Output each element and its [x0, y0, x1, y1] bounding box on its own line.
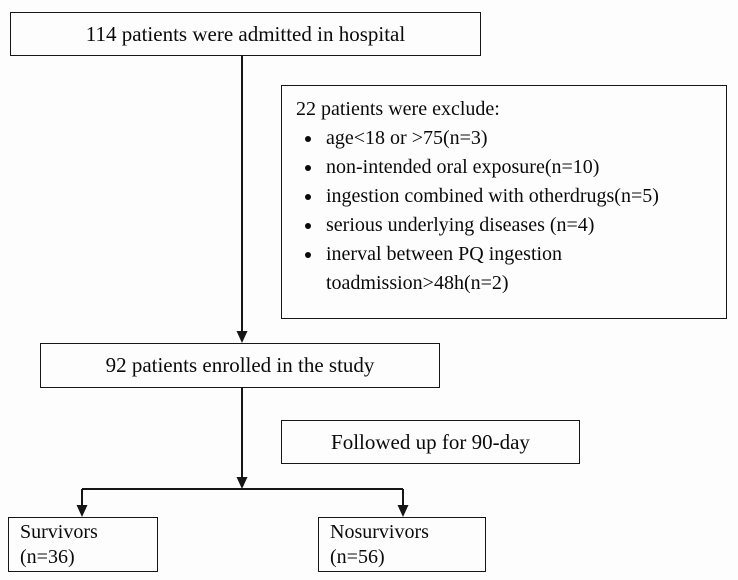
excluded-box: [281, 85, 727, 319]
arrowhead-icon: [77, 505, 88, 517]
survivors-box: [8, 517, 158, 572]
excluded-item: • inerval between PQ ingestion toadmission>48h(n=2): [323, 240, 714, 298]
excluded-title: 22 patients were exclude:: [296, 98, 500, 120]
arrowhead-icon: [398, 505, 409, 517]
excluded-list: [296, 124, 714, 298]
arrowhead-icon: [237, 477, 248, 489]
nonsurvivors-label: Nosurvivors: [330, 521, 429, 543]
admitted-label: 114 patients were admitted in hospital: [85, 21, 406, 46]
enrolled-label: 92 patients enrolled in the study: [105, 353, 375, 377]
arrow-admitted-to-enrolled: [237, 56, 248, 343]
nonsurvivors-box: [318, 517, 486, 572]
enrolled-box: [40, 343, 440, 388]
arrow-branch-to-survivors: [77, 489, 88, 517]
survivors-count: (n=36): [20, 546, 75, 568]
followup-box: [281, 420, 580, 464]
excluded-item: • non-intended oral exposure(n=10): [323, 153, 714, 182]
admitted-box: [10, 12, 481, 56]
excluded-item: • age<18 or >75(n=3): [323, 124, 714, 153]
followup-label: Followed up for 90-day: [331, 429, 530, 454]
survivors-label: Survivors: [20, 521, 98, 543]
excluded-item: • serious underlying diseases (n=4): [323, 211, 714, 240]
arrow-branch-to-nonsurvivors: [398, 489, 409, 517]
arrowhead-icon: [237, 331, 248, 343]
excluded-item: • ingestion combined with otherdrugs(n=5): [323, 182, 714, 211]
nonsurvivors-count: (n=56): [330, 546, 385, 568]
arrow-enrolled-to-branch: [237, 388, 248, 489]
